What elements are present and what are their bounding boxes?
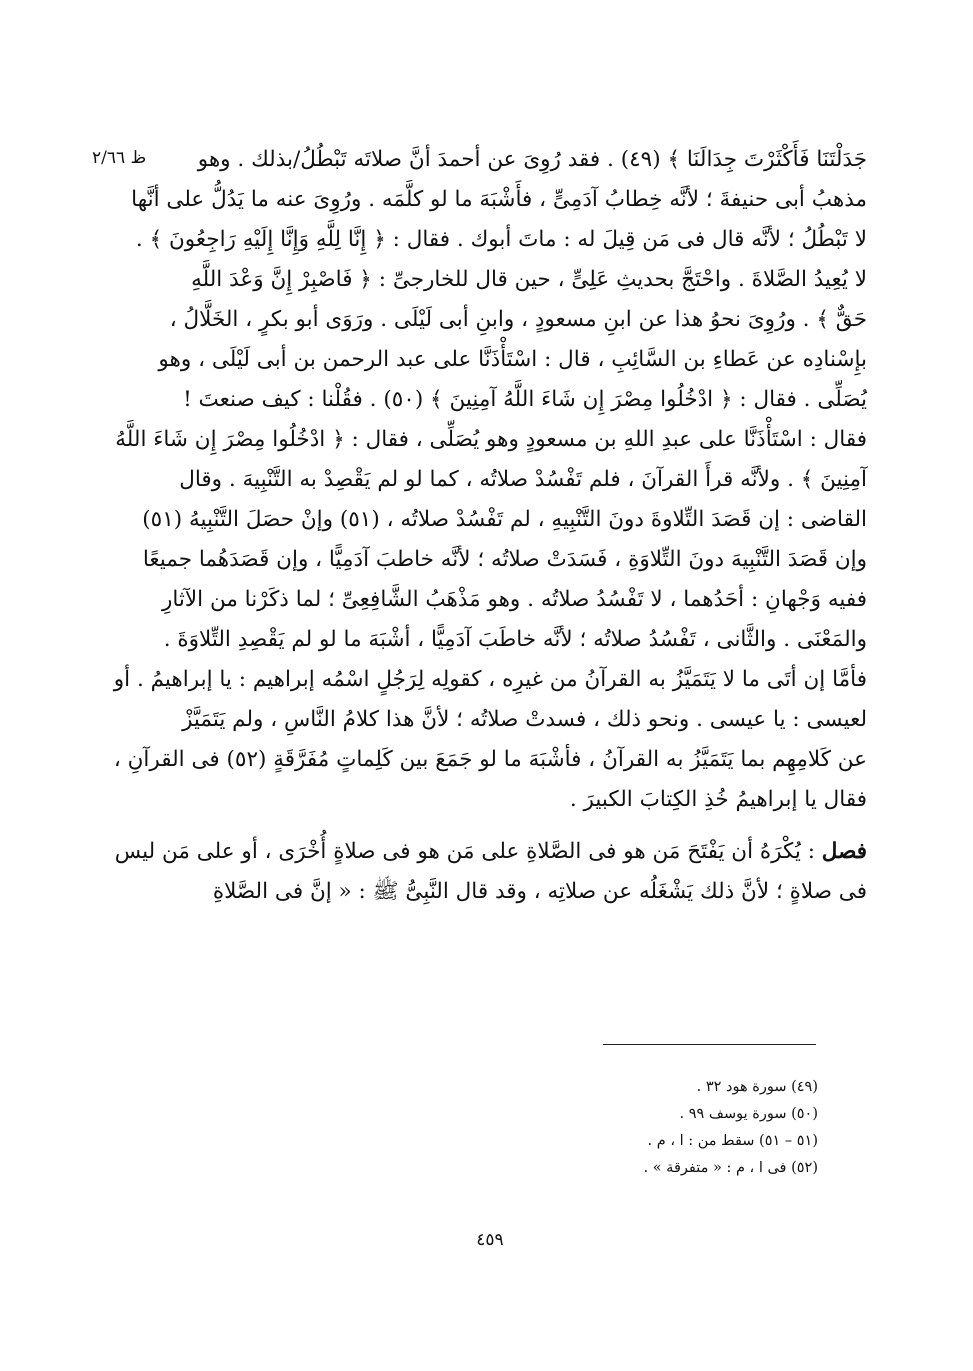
section-text: : يُكْرَهُ أن يَفْتَحَ مَن هو فى الصَّلاةِ على مَن هو فى صلاةٍ أُخْرَى ، أو على مَن ليس [114,839,822,864]
page-number: ٤٥٩ [476,1230,504,1250]
footnote: (٤٩) سورة هود ٣٢ . [696,1079,818,1095]
footnote: (٥٠) سورة يوسف ٩٩ . [679,1106,818,1122]
footnote: (٥١ – ٥١) سقط من : ا ، م . [647,1133,818,1149]
text-line: عن كَلامِهِم بما يَتَمَيَّزُ به القرآنُ ، فأشْبَهَ ما لو جَمَعَ بين كَلِماتٍ مُفَرَّقَةٍ (٥٢) فى القرآنِ ، [113,747,867,772]
section-first-line [114,832,867,872]
text-line: جَدَلْتَنَا فَأَكْثَرْتَ جِدَالَنَا ﴾ (٤٩) . فقد رُوِىَ عن أحمدَ أنَّ صلاتَه تَبْطُلُ/بذلك . وهو [197,147,867,172]
text-line: فقال : اسْتَأْذَنَّا على عبدِ اللهِ بن مسعودٍ وهو يُصَلِّى ، فقال : ﴿ ادْخُلُوا مِصْرَ إِن شَاءَ اللَّهُ [115,427,867,452]
footnote-divider [603,1044,816,1045]
text-line: لا تَبْطُلُ ؛ لأنَّه قال فى مَن قِيلَ له : ماتَ أبوك . فقال : ﴿ إِنَّا لِلَّهِ وَإِنَّا إِلَيْهِ رَاجِعُونَ ﴾ . [135,227,867,252]
margin-page-reference: ظ ٢/٦٦ [92,148,147,168]
text-line: لا يُعِيدُ الصَّلاةَ . واحْتَجَّ بحديثِ عَلِىٍّ ، حين قال للخارجىِّ : ﴿ فَاصْبِرْ إِنَّ وَعْدَ اللَّهِ [191,267,867,292]
text-line: والمَعْنَى . والثَّانى ، تَفْسُدُ صلاتُه ؛ لأنَّه خاطَبَ آدَمِيًّا ، أشْبَهَ ما لو لم يَقْصِدِ التِّلاوَةَ . [163,627,867,652]
section-label: فصل [821,839,867,864]
text-line: القاضى : إن قَصَدَ التِّلاوةَ دونَ التَّنْبِيهِ ، لم تَفْسُدْ صلاتُه ، (٥١) وإنْ حصَلَ التَّنْبِيهُ (٥١) [142,507,867,532]
text-line: لعيسى : يا عيسى . ونحو ذلك ، فسدتْ صلاتُه ؛ لأنَّ هذا كلامُ النَّاسِ ، ولم يَتَمَيَّزْ [182,707,867,732]
text-line: فأمَّا إن أتَى ما لا يَتَمَيَّزُ به القرآنُ من غيرِه ، كقولِه لِرَجُلٍ اسْمُه إبراهيم : يا إبراهيمُ . أو [113,667,867,692]
text-line: بإِسْنادِه عن عَطاءِ بن السَّائِبِ ، قال : اسْتَأْذَنَّا على عبد الرحمن بن أبى لَيْلَى ، وهو [158,347,867,372]
text-line: ففيه وَجْهانِ : أحَدُهما ، لا تَفْسُدُ صلاتُه . وهو مَذْهَبُ الشَّافِعِىِّ ؛ لما ذكَرْنا من الآثارِ [161,587,867,612]
footnote: (٥٢) فى ا ، م : « متفرقة » . [643,1160,818,1176]
text-line: آمِنِينَ ﴾ . ولأنَّه قرأَ القرآنَ ، فلم تَفْسُدْ صلاتُه ، كما لو لم يَقْصِدْ به التَّنْبِيهَ . وقال [179,467,867,492]
text-line: يُصَلِّى . فقال : ﴿ ادْخُلُوا مِصْرَ إِن شَاءَ اللَّهُ آمِنِينَ ﴾ (٥٠) . فقُلْنا : كيف صنعتَ ! [183,387,867,412]
footnotes [560,1074,818,1182]
text-line: حَقٌّ ﴾ . ورُوِىَ نحوُ هذا عن ابنِ مسعودٍ ، وابنِ أبى لَيْلَى . ورَوَى أبو بكرٍ ، الخَلَّالُ ، [169,307,867,332]
text-line: وإن قَصَدَ التَّنْبِيهَ دونَ التِّلاوَةِ ، فَسَدَتْ صلاتُه ؛ لأنَّه خاطبَ آدَمِيًّا ، وإن قَصَدَهُما جميعًا [142,547,867,572]
text-line: مذهبُ أبى حنيفةَ ؛ لأنَّه خِطابُ آدَمِىٍّ ، فأَشْبَهَ ما لو كلَّمَه . ورُوِىَ عنه ما يَدُلُّ على أنَّها [131,187,867,212]
section-second-line: فى صلاةٍ ؛ لأنَّ ذلك يَشْغَلُه عن صلاتِه ، وقد قال النَّبِىُّ ﷺ : « إنَّ فى الصَّلاةِ [212,879,867,904]
text-line: فقال يا إبراهيمُ خُذِ الكِتابَ الكبيرَ . [569,787,867,812]
